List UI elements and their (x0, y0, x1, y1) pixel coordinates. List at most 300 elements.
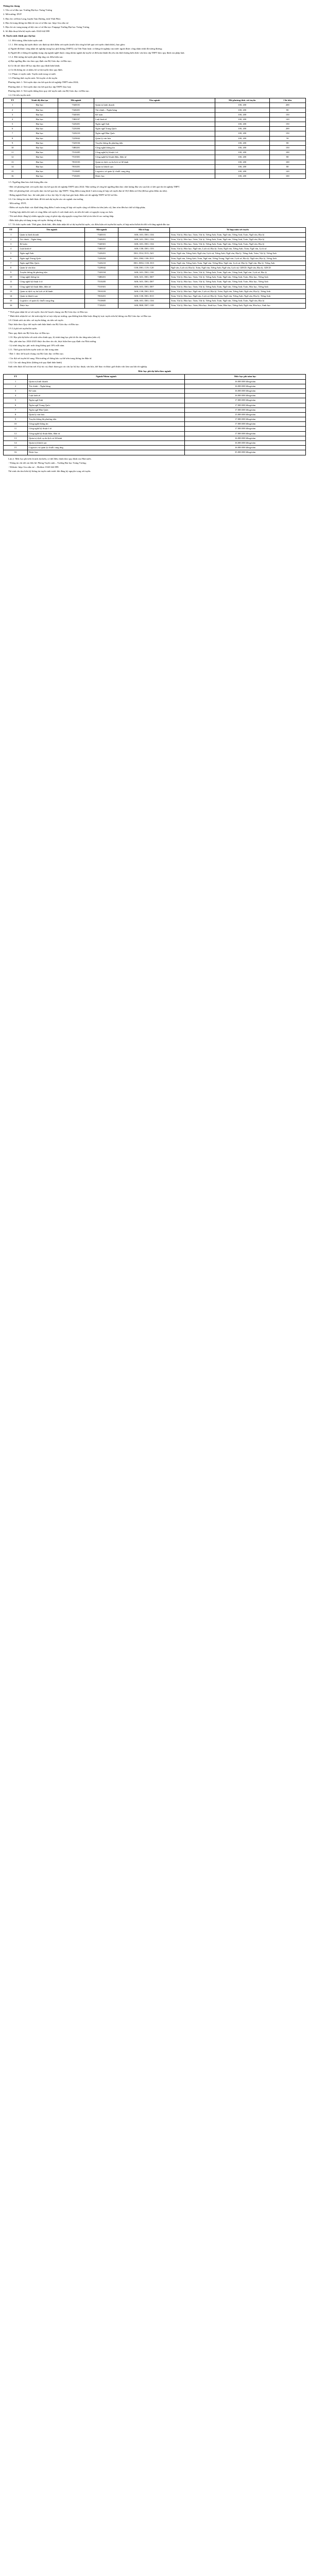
text-line: * Thời gian nhận hồ sơ xét tuyển: theo kế hoạch chung của Bộ Giáo dục và Đào tạo. (8, 310, 88, 313)
text-line: 1.3. Phương thức tuyển sinh: Xét tuyển và thi tuyển (8, 77, 58, 80)
table-cell: 7480201 (85, 275, 118, 280)
table-row (4, 417, 306, 422)
text-line: Lưu ý: Mức học phí trên là mức dự kiến, có thể điều chỉnh theo quy định của Nhà nước. (8, 457, 92, 460)
table-row (4, 294, 306, 299)
table-cell: Ngôn ngữ Trung Quốc (19, 256, 85, 261)
text-line: - Thông tin chi tiết xin liên hệ: Phòng Tuyển sinh – Trường Đại học Trưng Vương; (8, 461, 87, 464)
table-cell: 50 (269, 136, 305, 141)
table-row (4, 265, 306, 270)
table-row (4, 127, 306, 131)
table-cell: 4 (4, 247, 19, 251)
table-cell: 100, 200 (215, 117, 269, 122)
table-cell: Toán, Ngữ văn, Tiếng Anh; Toán, Ngữ văn, Tiếng Hàn; Ngữ văn, Lịch sử, Địa lý; Ngữ văn, Địa lý, Tiếng Anh (169, 261, 305, 265)
table-cell: 100, 200 (215, 108, 269, 112)
table-cell: 6 (4, 127, 22, 131)
table-cell: 1 (4, 232, 19, 237)
table-cell: 13 (4, 436, 28, 440)
table-cell: 5 (4, 122, 22, 127)
table-cell: D01; DD2; C00; D15 (118, 261, 170, 265)
table-cell: 7810201 (58, 164, 94, 169)
info-lines (3, 9, 306, 33)
table-cell: 11 (4, 280, 19, 284)
text-line: Sinh viên được hỗ trợ tìm nơi ở ký túc xá, được tham gia các câu lạc bộ học thuật, văn hóa, thể thao và được giới thiệu việc làm sau khi tốt nghiệp. (8, 365, 148, 368)
table-row (4, 436, 306, 440)
table-cell: A00; A01; D01; C04 (118, 242, 170, 246)
text-line: * Hình thức nhận hồ sơ: thí sinh nộp hồ sơ trực tiếp tại trường, qua đường bưu điện hoặc đăng ký trực tuyến trên hệ thống của Bộ Giáo dục và Đào tạo. (8, 314, 152, 317)
table-cell: 100, 200 (215, 160, 269, 164)
combo-table (3, 227, 306, 308)
table-row (4, 403, 306, 408)
text-line: 1.1.2. Đối tượng dự tuyển phải đáp ứng các điều kiện sau: (8, 56, 63, 59)
table-row (4, 237, 306, 242)
table-cell: 80 (269, 155, 305, 160)
column-header: TT (4, 375, 28, 379)
table-cell: Công nghệ thông tin (27, 422, 184, 427)
closing-paragraphs (3, 457, 306, 473)
table-cell: 7720201 (85, 303, 118, 308)
table-cell: Toán, Vật lý, Hóa học; Ngữ văn, Lịch sử, Địa lý; Toán, Ngữ văn, Tiếng Anh; Ngữ văn, Địa lý, Tiếng Anh (169, 289, 305, 294)
table-row (4, 136, 306, 141)
table-cell: 10 (4, 146, 22, 150)
quota-table (3, 98, 306, 179)
table-cell: 14 (4, 294, 19, 299)
table-cell: Đại học (22, 131, 58, 136)
table-row (4, 280, 306, 284)
table-cell: 16 (4, 174, 22, 179)
table-cell: Quản trị khách sạn (27, 441, 184, 446)
info-header (3, 5, 306, 33)
table-row (4, 247, 306, 251)
table-cell: Luật kinh tế (27, 394, 184, 398)
text-line: - Riêng ngành Dược học: thí sinh phải có học lực lớp 12 xếp loại giỏi hoặc điểm xét tốt nghiệp THPT từ 8,0 trở lên. (8, 193, 118, 196)
table-cell: Truyền thông đa phương tiện (94, 141, 215, 145)
text-line: 1.1. Đối tượng, điều kiện tuyển sinh (8, 39, 43, 42)
table-row (4, 242, 306, 246)
column-header: Tên ngành (19, 228, 85, 232)
table-cell: 120 (269, 169, 305, 174)
table-cell: 5 (4, 398, 28, 403)
table-cell: Công nghệ thông tin (19, 275, 85, 280)
table-cell: 150 (269, 112, 305, 117)
after-combo-paragraphs (3, 311, 306, 369)
table-cell: 9 (4, 141, 22, 145)
table-cell: A00; A01; D01; C00 (118, 270, 170, 275)
table-row (4, 431, 306, 436)
table-cell: 16.000.000 đồng/năm (185, 388, 306, 393)
table-cell: Đại học (22, 174, 58, 179)
table-cell: 100, 200 (215, 103, 269, 108)
table-cell: 14 (4, 164, 22, 169)
table-cell: Đại học (22, 164, 58, 169)
table-cell: A00; C00; D01; D15 (118, 289, 170, 294)
table-cell: 80 (269, 108, 305, 112)
table-cell: 16.000.000 đồng/năm (185, 394, 306, 398)
table-cell: Toán, Vật lý, Hóa học; Toán, Vật lý, Tiếng Anh; Toán, Ngữ văn, Tiếng Anh; Toán, Ngữ văn, Địa lý (169, 299, 305, 303)
table-cell: 7510205 (85, 280, 118, 284)
document-page (0, 0, 309, 479)
table-cell: 7380107 (85, 247, 118, 251)
table-cell: 7340301 (85, 242, 118, 246)
table-cell: 12 (4, 431, 28, 436)
table-cell: A00; A01; D01; D07 (118, 275, 170, 280)
table-cell: 7229042 (58, 136, 94, 141)
table-cell: Toán, Vật lý, Hóa học; Toán, Vật lý, Tiếng Anh; Toán, Ngữ văn, Tiếng Anh; Toán, Ngữ văn, Địa lý (169, 242, 305, 246)
table-cell: A00; C00; D01; C03 (118, 247, 170, 251)
text-line: 6. Số điện thoại liên hệ tuyển sinh: 0343 642 899 (3, 30, 50, 33)
text-line: 2. Mã trường: DVP (3, 13, 22, 16)
text-line: - Mã trường: DVP; (8, 202, 27, 205)
table-cell: 1 (4, 103, 22, 108)
table-cell: A00; A01; D01; D07 (118, 280, 170, 284)
table-cell: 16 (4, 303, 19, 308)
table-row (4, 256, 306, 261)
text-line: b) Người đã có bằng tốt nghiệp trung cấp ngành nghề thuộc cùng nhóm ngành dự tuyển và đã hoàn thành đủ yêu cầu khối lượng kiến thức văn hóa cấp THPT theo quy định của pháp luật. (8, 52, 185, 55)
table-cell: 8 (4, 265, 19, 270)
table-cell: 3 (4, 388, 28, 393)
table-cell: Công nghệ kỹ thuật ô tô (19, 280, 85, 284)
table-cell: Toán, Vật lý, Hóa học; Ngữ văn, Lịch sử, Địa lý; Toán, Ngữ văn, Tiếng Anh; Ngữ văn, Địa lý, Tiếng Anh (169, 294, 305, 299)
table-cell: D01; D04; C00; D15 (118, 256, 170, 261)
table-cell: Đại học (22, 122, 58, 127)
table-cell: 11 (4, 150, 22, 155)
text-line: Thực hiện theo Quy chế tuyển sinh hiện hành của Bộ Giáo dục và Đào tạo. (8, 323, 79, 326)
table-cell: 17.000.000 đồng/năm (185, 427, 306, 431)
table-cell: 100, 200 (215, 169, 269, 174)
table-row (4, 131, 306, 136)
table-cell: 11 (4, 427, 28, 431)
table-cell: Đại học (22, 141, 58, 145)
table-cell: 7810103 (58, 160, 94, 164)
table-cell: Đại học (22, 127, 58, 131)
table-cell: A00; A01; D01; C04 (118, 299, 170, 303)
table-cell: 7510301 (58, 155, 94, 160)
table-cell: 7810103 (85, 289, 118, 294)
table-cell: 100 (269, 150, 305, 155)
table-cell: Công nghệ kỹ thuật điện, điện tử (27, 431, 184, 436)
table-cell: Đại học (22, 108, 58, 112)
table-cell: 15 (4, 446, 28, 450)
table-cell: A00; A01; D01; C04 (118, 237, 170, 242)
table-cell: 5 (4, 251, 19, 256)
table-cell: 7510605 (85, 299, 118, 303)
table-cell: 100, 200 (215, 146, 269, 150)
table-cell: Ngữ văn, Lịch sử, Địa lý; Toán, Ngữ văn, Tiếng Anh; Ngữ văn, Lịch sử, GDCD; Ngữ văn, Địa lý, GDCD (169, 265, 305, 270)
text-line: - Các đợt xét tuyển bổ sung: Nhà trường sẽ thông báo cụ thể trên trang thông tin điện tử. (8, 357, 92, 360)
table-cell: 7220204 (58, 127, 94, 131)
table-cell: 2 (4, 237, 19, 242)
table-cell: 4 (4, 394, 28, 398)
table-cell: Ngôn ngữ Anh (19, 251, 85, 256)
text-line: - Thí sinh được đăng ký nhiều nguyện vọng và phải sắp xếp nguyện vọng theo thứ tự ưu tiên từ cao xuống thấp. (8, 214, 114, 217)
table-cell: 150 (269, 122, 305, 127)
table-cell: A00; A01; D01; C04 (118, 232, 170, 237)
table-cell: Logistics và quản lý chuỗi cung ứng (19, 299, 85, 303)
table-cell: Truyền thông đa phương tiện (19, 270, 85, 275)
text-line: Phương thức 2: Xét tuyển dựa vào kết quả học tập THPT (học bạ); (8, 85, 72, 88)
table-cell: Toán, Ngữ văn, Tiếng Anh; Ngữ văn, Lịch sử, Tiếng Anh; Ngữ văn, Địa lý, Tiếng Anh; Toán, Vật lý, Tiếng Anh (169, 251, 305, 256)
table-cell: Đại học (22, 146, 58, 150)
table-cell: Ngôn ngữ Trung Quốc (94, 127, 215, 131)
table-row (4, 169, 306, 174)
text-line: - Đối với phương thức xét tuyển dựa vào kết quả thi tốt nghiệp THPT năm 2024: Nhà trường sẽ công bố ngưỡng đảm bảo chất lượng đầu vào sau khi có kết quả thi tốt nghiệp THPT. (8, 185, 180, 188)
table-cell: Ngôn ngữ Hàn Quốc (19, 261, 85, 265)
fee-title: Mức học phí dự kiến theo ngành (138, 370, 171, 373)
table-row (4, 275, 306, 280)
table-row (4, 422, 306, 427)
table-cell: A00; A01; D01; D07 (118, 284, 170, 289)
table-cell: Quản lý văn hóa (27, 412, 184, 417)
text-line: Phương thức 3: Xét tuyển thẳng theo quy chế tuyển sinh của Bộ Giáo dục và Đào tạo. (8, 89, 90, 92)
table-cell: 150 (269, 131, 305, 136)
table-row (4, 299, 306, 303)
column-header: Mã tổ hợp (118, 228, 170, 232)
table-cell: 17.000.000 đồng/năm (185, 417, 306, 422)
table-cell: 17.000.000 đồng/năm (185, 403, 306, 408)
text-line: 1.10. Học phí dự kiến với sinh viên chính quy; lộ trình tăng học phí tối đa cho từng năm (nếu có) (8, 335, 100, 338)
table-cell: 3 (4, 112, 22, 117)
table-cell: 7 (4, 261, 19, 265)
middle-paragraphs (3, 181, 306, 226)
column-header: Mã ngành (58, 98, 94, 103)
table-cell: 16.000.000 đồng/năm (185, 436, 306, 440)
table-cell: 16.000.000 đồng/năm (185, 384, 306, 388)
table-cell: Ngôn ngữ Hàn Quốc (27, 408, 184, 412)
table-row (4, 146, 306, 150)
table-cell: Quản trị dịch vụ du lịch và lữ hành (19, 289, 85, 294)
table-cell: 4 (4, 117, 22, 122)
table-row (4, 289, 306, 294)
table-cell: Quản lý văn hóa (19, 265, 85, 270)
text-line: 1.4. Chỉ tiêu tuyển sinh (8, 93, 30, 96)
table-cell: 7340101 (58, 103, 94, 108)
column-header: Trình độ đào tạo (22, 98, 58, 103)
table-cell: Kế toán (19, 242, 85, 246)
table-cell: 7 (4, 408, 28, 412)
info-title: Thông tin chung (3, 5, 20, 7)
table-cell: 100, 200 (215, 127, 269, 131)
table-cell: 9 (4, 270, 19, 275)
table-cell: Toán, Vật lý, Hóa học; Ngữ văn, Lịch sử, Địa lý; Toán, Ngữ văn, Tiếng Anh; Toán, Ngữ văn, Lịch sử (169, 247, 305, 251)
table-row (4, 394, 306, 398)
table-cell: Công nghệ kỹ thuật ô tô (94, 150, 215, 155)
column-header: Mức học phí năm học (185, 375, 306, 379)
table-cell: Kế toán (27, 388, 184, 393)
table-cell: 100, 200 (215, 136, 269, 141)
table-cell: Đại học (22, 155, 58, 160)
table-cell: 7320104 (58, 141, 94, 145)
table-cell: Ngôn ngữ Trung Quốc (27, 403, 184, 408)
table-cell: 7510605 (58, 169, 94, 174)
table-cell: 17.000.000 đồng/năm (185, 408, 306, 412)
table-row (4, 122, 306, 127)
table-cell: 2 (4, 384, 28, 388)
table-cell: 35.000.000 đồng/năm (185, 450, 306, 455)
table-cell: 6 (4, 256, 19, 261)
table-row (4, 303, 306, 308)
table-row (4, 446, 306, 450)
table-cell: Đại học (22, 169, 58, 174)
table-cell: 100, 200 (215, 141, 269, 145)
table-cell: Toán, Vật lý, Hóa học; Toán, Vật lý, Tiếng Anh; Toán, Ngữ văn, Tiếng Anh; Toán, Hóa học, Tiếng Anh (169, 280, 305, 284)
text-line: 1. Tên cơ sở đào tạo: Trường Đại học Trưng Vương (3, 9, 52, 12)
table-cell: Toán, Vật lý, Hóa học; Toán, Vật lý, Tiếng Anh; Toán, Ngữ văn, Tiếng Anh; Toán, Ngữ văn, Địa lý (169, 237, 305, 242)
table-row (4, 251, 306, 256)
table-cell: 16 (4, 450, 28, 455)
table-cell: 120 (269, 117, 305, 122)
table-cell: 14 (4, 441, 28, 446)
table-cell: 100, 200 (215, 112, 269, 117)
table-cell: Quản trị khách sạn (94, 164, 215, 169)
table-cell: Quản trị dịch vụ du lịch và lữ hành (94, 160, 215, 164)
text-line: 1.7. Tổ chức tuyển sinh: Thời gian; hình thức, điều kiện nhận hồ sơ dự tuyển/thi tuyển, các điều kiện xét tuyển/thi tuyển, tổ hợp môn thi/bài thi đối với từng ngành đào tạo (8, 223, 170, 226)
table-cell: 7810201 (85, 294, 118, 299)
table-cell: D01; D14; D15; A01 (118, 251, 170, 256)
table-cell: 100 (269, 160, 305, 164)
table-cell: 100 (269, 174, 305, 179)
table-row (4, 160, 306, 164)
table-cell: 100, 200 (215, 122, 269, 127)
table-cell: 16.000.000 đồng/năm (185, 441, 306, 446)
table-cell: 17.000.000 đồng/năm (185, 398, 306, 403)
table-row (4, 174, 306, 179)
table-cell: 15 (4, 169, 22, 174)
table-cell: Ngôn ngữ Anh (27, 398, 184, 403)
table-cell: 100, 200 (215, 131, 269, 136)
table-cell: 7 (4, 131, 22, 136)
table-cell: 13 (4, 289, 19, 294)
table-cell: Toán, Vật lý, Hóa học; Toán, Vật lý, Tiếng Anh; Toán, Ngữ văn, Tiếng Anh; Toán, Hóa học, Tiếng Anh (169, 284, 305, 289)
table-cell: Toán, Vật lý, Hóa học; Toán, Vật lý, Tiếng Anh; Toán, Ngữ văn, Tiếng Anh; Ngữ văn, Lịch sử, Địa lý (169, 270, 305, 275)
table-row (4, 150, 306, 155)
table-cell: 2 (4, 108, 22, 112)
table-cell: Quản trị kinh doanh (19, 232, 85, 237)
table-cell: 100, 200 (215, 164, 269, 169)
table-row (4, 261, 306, 265)
table-cell: 7229042 (85, 265, 118, 270)
table-row (4, 412, 306, 417)
table-cell: Dược học (19, 303, 85, 308)
table-cell: A00; C00; D01; D15 (118, 294, 170, 299)
text-line: 1.11. Thời gian dự kiến tuyển sinh các đợt trong năm (8, 348, 59, 351)
table-row (4, 384, 306, 388)
table-cell: Ngôn ngữ Anh (94, 122, 215, 127)
table-row (4, 284, 306, 289)
table-cell: Quản trị kinh doanh (94, 103, 215, 108)
text-line: - Điểm xét tuyển được xác định bằng tổng điểm 3 môn trong tổ hợp xét tuyển cộng với điểm ưu tiên (nếu có), làm tròn đến hai chữ số thập phân; (8, 206, 146, 209)
table-cell: Quản trị kinh doanh (27, 379, 184, 384)
table-cell: 16.000.000 đồng/năm (185, 446, 306, 450)
table-cell: 7340201 (58, 108, 94, 112)
table-cell: 100, 200 (215, 174, 269, 179)
table-row (4, 164, 306, 169)
table-cell: 15.000.000 đồng/năm (185, 412, 306, 417)
table-cell: Tài chính – Ngân hàng (19, 237, 85, 242)
table-cell: 7220210 (85, 261, 118, 265)
column-header: Chỉ tiêu (269, 98, 305, 103)
table-row (4, 232, 306, 237)
table-cell: Dược học (94, 174, 215, 179)
table-cell: 10 (4, 422, 28, 427)
table-cell: 10 (4, 275, 19, 280)
table-cell: Công nghệ kỹ thuật điện, điện tử (19, 284, 85, 289)
table-cell: 8 (4, 136, 22, 141)
text-line: 1.6. Các thông tin cần thiết khác để thí sinh dự tuyển vào các ngành của trường (8, 198, 83, 201)
table-row (4, 270, 306, 275)
table-cell: 80 (269, 164, 305, 169)
table-cell: 17.000.000 đồng/năm (185, 422, 306, 427)
table-cell: 9 (4, 417, 28, 422)
text-line: - Lộ trình tăng học phí: mức tăng không quá 10% mỗi năm. (8, 344, 65, 347)
table-cell: 7320104 (85, 270, 118, 275)
column-header: Mã ngành (85, 228, 118, 232)
table-cell: Toán, Vật lý, Hóa học; Toán, Vật lý, Tiếng Anh; Toán, Ngữ văn, Tiếng Anh; Toán, Ngữ văn, Địa lý (169, 232, 305, 237)
text-line: - Trường hợp nhiều thí sinh có cùng điểm xét tuyển ở cuối danh sách, ưu tiên thí sinh có nguyện vọng cao hơn. (8, 210, 113, 213)
table-cell: 7380107 (58, 117, 94, 122)
table-row (4, 112, 306, 117)
table-cell: 7220201 (58, 122, 94, 127)
table-cell: Đại học (22, 117, 58, 122)
table-cell: 100, 200 (215, 150, 269, 155)
table-cell: 12 (4, 284, 19, 289)
table-cell: Đại học (22, 150, 58, 155)
table-cell: 200 (269, 103, 305, 108)
table-cell: C00; D01; C19; C20 (118, 265, 170, 270)
table-row (4, 103, 306, 108)
table-cell: Luật kinh tế (94, 117, 215, 122)
text-line: - Học phí năm học 2024-2025 được thu theo tín chỉ, thực hiện theo quy định của Nhà trường. (8, 340, 97, 343)
table-row (4, 408, 306, 412)
table-cell: Quản lý văn hóa (94, 136, 215, 141)
text-line: 1.12. Các nội dung khác (không trái quy định hiện hành) (8, 361, 62, 364)
table-cell: Công nghệ kỹ thuật điện, điện tử (94, 155, 215, 160)
text-line: - Website: http://tvu.edu.vn/ – Hotline: 0343 642 899. (8, 465, 59, 468)
table-row (4, 155, 306, 160)
text-line: b) Có đủ sức khỏe để học tập theo quy định hiện hành; (8, 64, 60, 67)
text-line: - Đợt 1: theo kế hoạch chung của Bộ Giáo dục và Đào tạo; (8, 352, 64, 355)
table-cell: Luật kinh tế (19, 247, 85, 251)
table-cell: 7340201 (85, 237, 118, 242)
text-line: a) Đạt ngưỡng đầu vào theo quy định của Bộ Giáo dục và Đào tạo; (8, 60, 72, 63)
table-cell: 7510205 (58, 150, 94, 155)
table-cell: 17.000.000 đồng/năm (185, 431, 306, 436)
text-line: Thí sinh cần tìm hiểu kỹ thông tin tuyển sinh trước khi đăng ký nguyện vọng xét tuyển. (8, 470, 91, 473)
table-cell: 7220210 (58, 131, 94, 136)
table-cell: Logistics và quản lý chuỗi cung ứng (27, 446, 184, 450)
section-title: II. Tuyển sinh chính quy đại học (3, 35, 36, 38)
table-row (4, 388, 306, 393)
fee-table (3, 374, 306, 455)
table-cell: 6 (4, 403, 28, 408)
table-cell: Quản trị dịch vụ du lịch và lữ hành (27, 436, 184, 440)
table-cell: Quản trị khách sạn (19, 294, 85, 299)
text-line: - Đối với phương thức xét tuyển dựa vào kết quả học tập THPT: Tổng điểm trung bình 3 môn trong tổ hợp xét tuyển đạt từ 18,0 điểm trở lên (đã bao gồm điểm ưu tiên). (8, 189, 168, 192)
text-line: 4. Địa chỉ trang thông tin điện tử của cơ sở đào tạo: http://tvu.edu.vn/ (3, 21, 69, 24)
table-cell: Tài chính – Ngân hàng (94, 108, 215, 112)
table-cell: Toán, Vật lý, Hóa học; Toán, Hóa học, Sinh học; Toán, Hóa học, Tiếng Anh; Ngữ văn, Hóa học, Sinh học (169, 303, 305, 308)
table-row (4, 441, 306, 446)
column-header: TT (4, 98, 22, 103)
table-cell: 3 (4, 242, 19, 246)
table-row (4, 398, 306, 403)
table-cell: 80 (269, 141, 305, 145)
text-line: - Điều kiện phụ sử dụng trong xét tuyển: không sử dụng. (8, 219, 62, 222)
text-line: 1.1.1. Đối tượng dự tuyển được xác định tại thời điểm xét tuyển (trước khi công bố kết quả xét tuyển chính thức), bao gồm: (8, 43, 126, 46)
text-line: 5. Địa chỉ các trang mạng xã hội của cơ sở đào tạo: Fanpage Trường Đại học Trưng Vương (3, 25, 90, 28)
column-header: Tên ngành (94, 98, 215, 103)
table-row (4, 108, 306, 112)
table-cell: 15 (4, 299, 19, 303)
intro-paragraphs (3, 39, 306, 97)
